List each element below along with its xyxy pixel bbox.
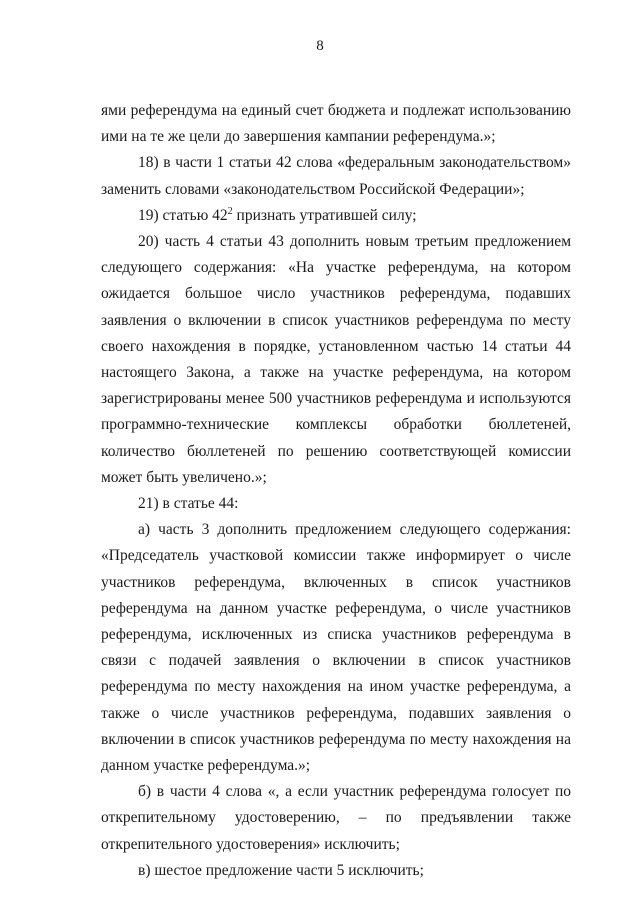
paragraph-item-18: 18) в части 1 статьи 42 слова «федеральным законодательством» заменить словами «законодательством Российской Федерации»; (101, 154, 571, 198)
paragraph-item-21: 21) в статье 44: (138, 495, 239, 513)
paragraph-item-20: 20) часть 4 статьи 43 дополнить новым третьим предложением следующего содержания: «На участке референдума, на котором ожидается большое число участников референдума, подавших заявления о включении в список участников референдума по месту своего нахождения в порядке, установленном частью 14 статьи 44 настоящего Закона, а также на участке референдума, на котором зарегистрированы менее 500 участников референдума и используются программно-технические комплексы обработки бюллетеней, количество бюллетеней по решению соответствующей комиссии может быть увеличено.»; (101, 233, 571, 486)
page-number: 8 (316, 38, 324, 54)
paragraph-item-21-a: а) часть 3 дополнить предложением следующего содержания: «Председатель участковой комиссии также информирует о числе участников референдума, включенных в список участников референдума на данном участке референдума, о числе участников референдума, исключенных из списка участников референдума в связи с подачей заявления о включении в список участников референдума по месту нахождения на ином участке референдума, а также о числе участников референдума, подавших заявления о включении в список участников референдума по месту нахождения на данном участке референдума.»; (101, 521, 571, 775)
paragraph-item-21-v: в) шестое предложение части 5 исключить; (138, 861, 424, 879)
paragraph-continuation: ями референдума на единый счет бюджета и подлежат использованию ими на те же цели до завершения кампании референдума.»; (101, 102, 571, 146)
paragraph-item-19 (101, 203, 571, 229)
item-19-superscript: 2 (227, 205, 233, 217)
document-body (101, 98, 571, 884)
item-19-text-end: признать утратившей силу; (232, 206, 417, 224)
item-19-text-start: 19) статью 42 (138, 206, 228, 224)
paragraph-item-21-b: б) в части 4 слова «, а если участник референдума голосует по открепительному удостоверению, – по предъявлении также открепительного удостоверения» исключить; (101, 783, 571, 853)
